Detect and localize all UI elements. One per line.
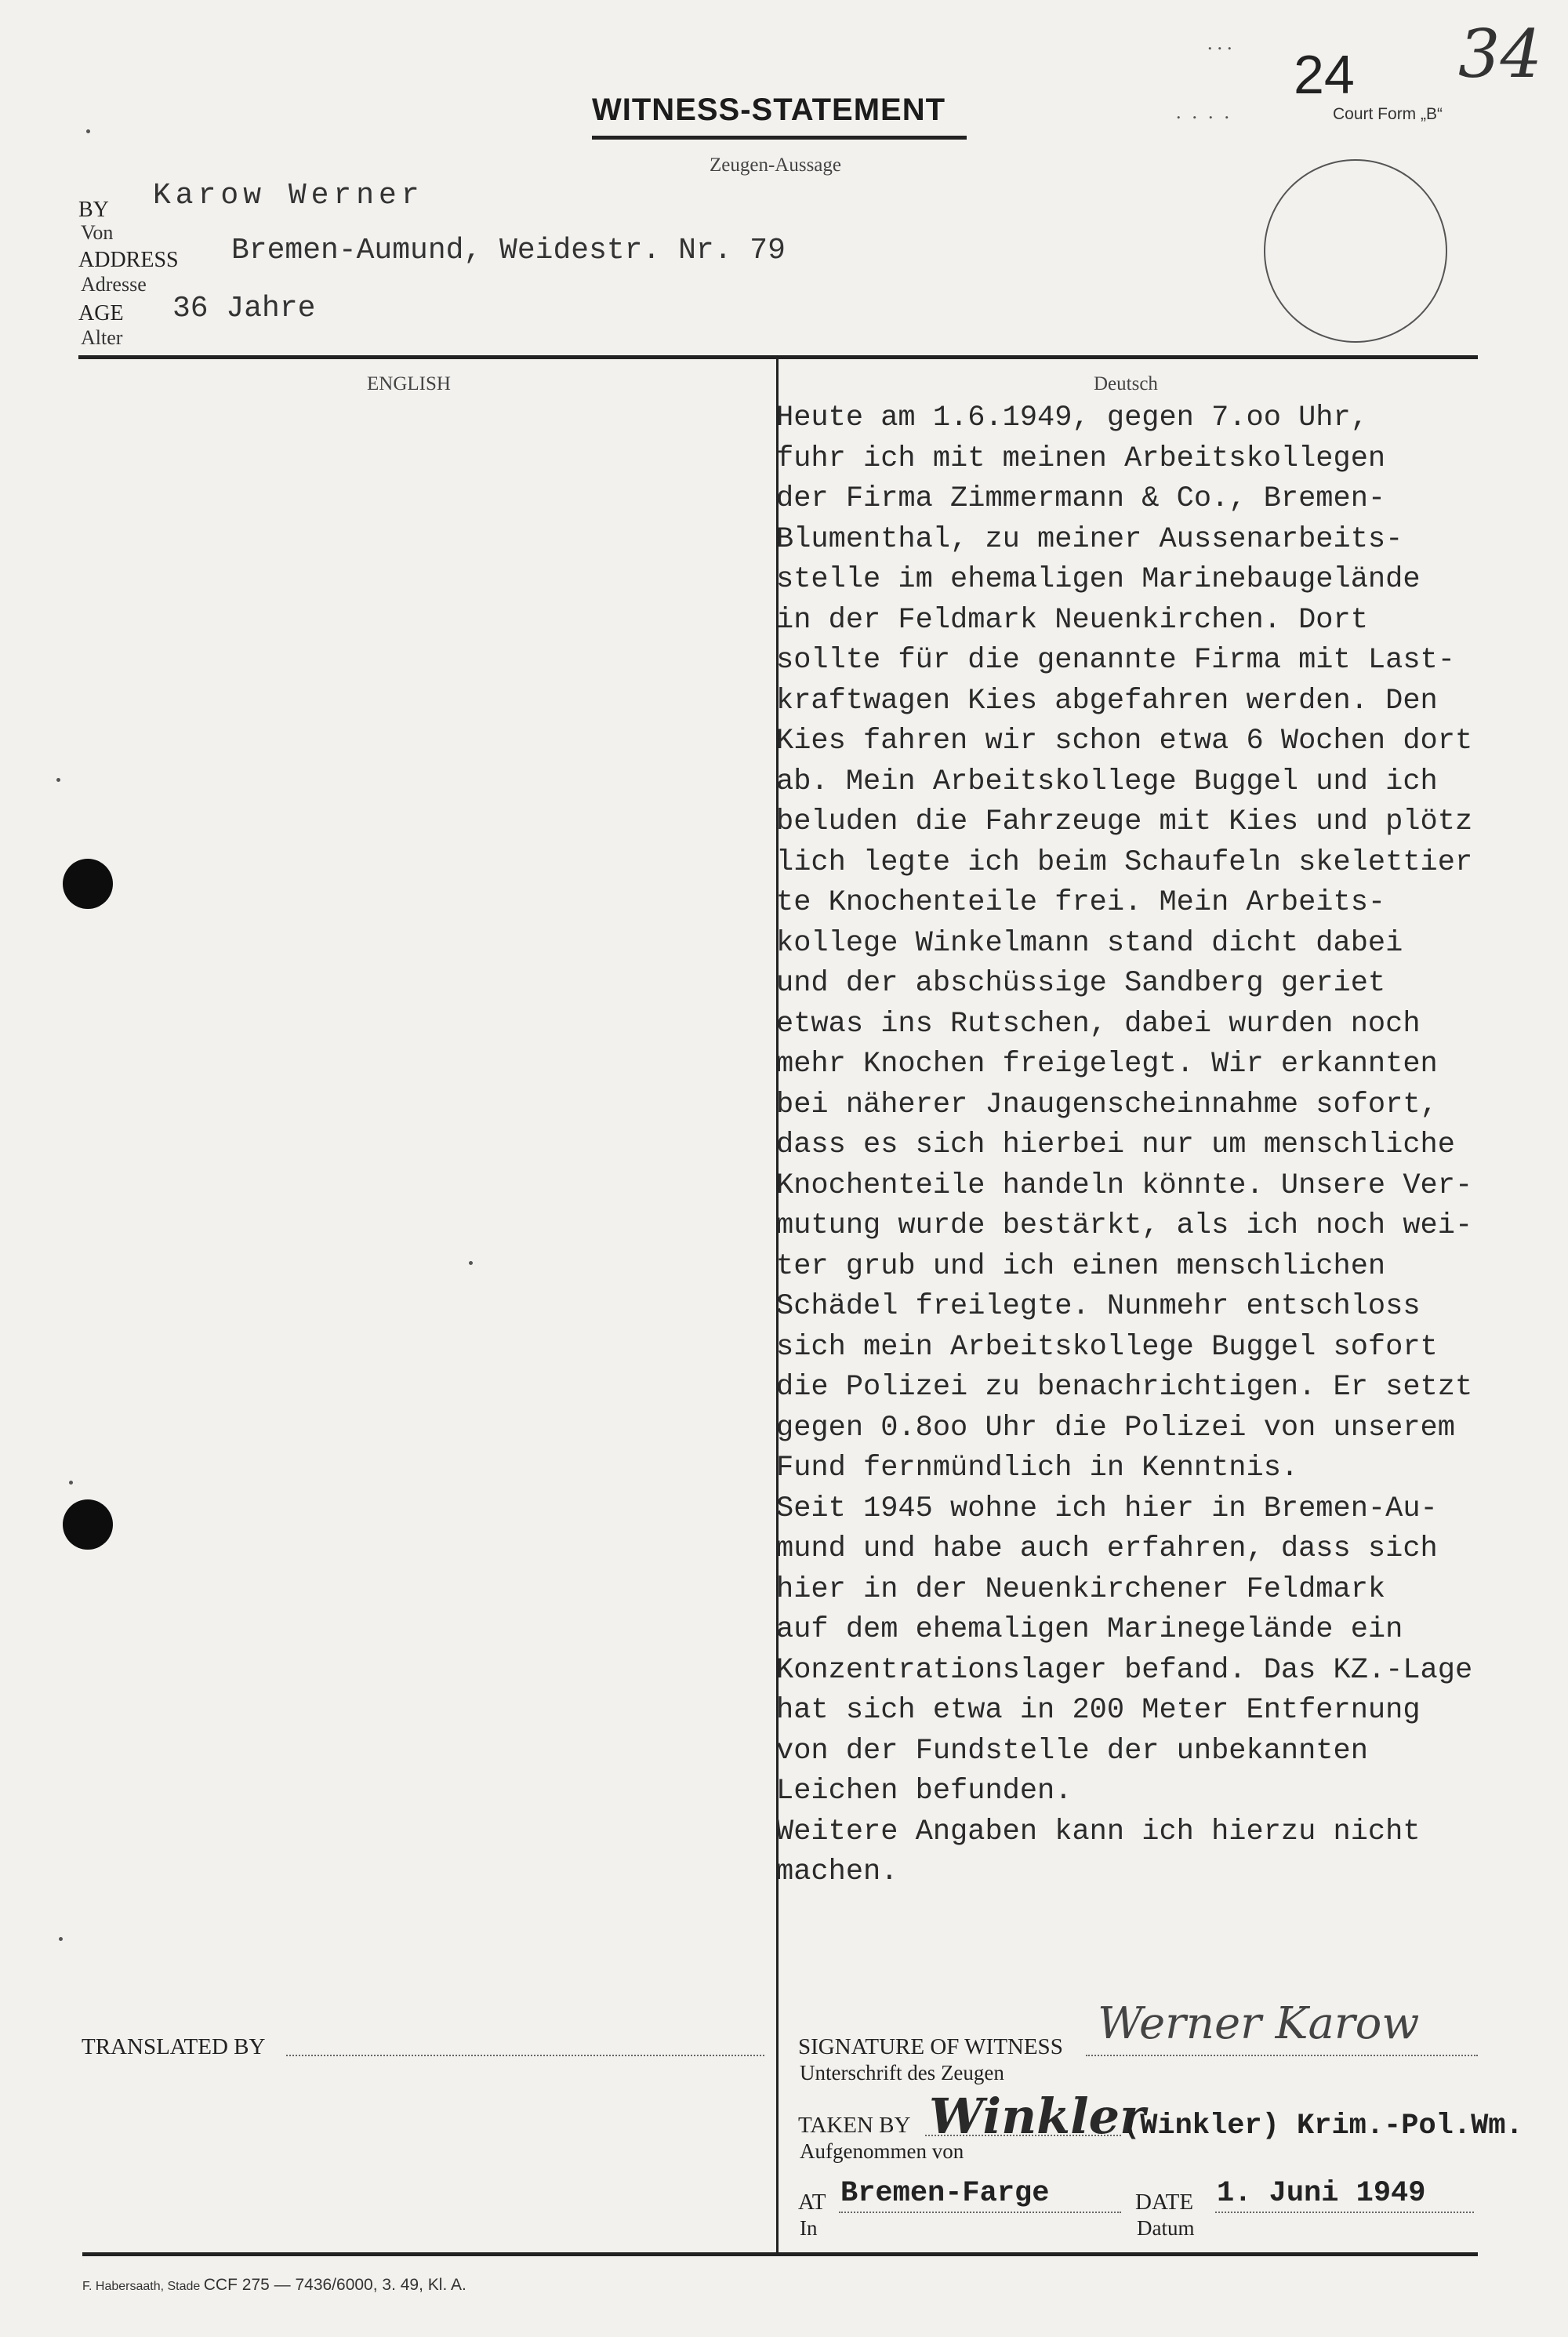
statement-line: von der Fundstelle der unbekannten [776, 1734, 1368, 1768]
statement-line: hat sich etwa in 200 Meter Entfernung [776, 1694, 1421, 1727]
statement-line: Leichen befunden. [776, 1775, 1073, 1808]
at-sublabel: In [800, 2216, 818, 2240]
statement-line: auf dem ehemaligen Marinegelände ein [776, 1613, 1403, 1646]
witness-name: Karow Werner [153, 179, 424, 213]
statement-line: bei näherer Jnaugenscheinnahme sofort, [776, 1088, 1438, 1121]
statement-line: kraftwagen Kies abgefahren werden. Den [776, 684, 1438, 718]
statement-line: stelle im ehemaligen Marinebaugelände [776, 563, 1421, 596]
statement-line: Blumenthal, zu meiner Aussenarbeits- [776, 522, 1403, 556]
date-value: 1. Juni 1949 [1217, 2177, 1426, 2210]
statement-line: kollege Winkelmann stand dicht dabei [776, 926, 1403, 960]
address-label: ADDRESS [78, 248, 179, 272]
dot-marks: .... [1176, 100, 1240, 123]
statement-line: Weitere Angaben kann ich hierzu nicht [776, 1815, 1421, 1848]
statement-line: Kies fahren wir schon etwa 6 Wochen dort [776, 725, 1473, 758]
signature-sublabel: Unterschrift des Zeugen [800, 2061, 1004, 2084]
age-label: AGE [78, 301, 124, 325]
print-footer [82, 2276, 466, 2295]
statement-line: der Firma Zimmermann & Co., Bremen- [776, 482, 1386, 515]
statement-line: mehr Knochen freigelegt. Wir erkannten [776, 1048, 1438, 1081]
court-form-label: Court Form „B“ [1333, 105, 1443, 123]
handwritten-page-number: 34 [1458, 16, 1542, 93]
statement-line: Konzentrationslager befand. Das KZ.-Lage [776, 1653, 1473, 1687]
statement-line: Fund fernmündlich in Kenntnis. [776, 1452, 1299, 1485]
punch-hole-lower [63, 1499, 113, 1550]
translated-by-line [286, 2055, 764, 2056]
paper-speck [69, 1481, 73, 1485]
statement-line: Heute am 1.6.1949, gegen 7.oo Uhr, [776, 402, 1368, 434]
by-sublabel: Von [81, 221, 114, 244]
taken-by-line [925, 2135, 1121, 2136]
form-code: CCF 275 — 7436/6000, 3. 49, Kl. A. [203, 2276, 466, 2294]
paper-speck [59, 1937, 63, 1941]
taken-by-signature: Winkler [929, 2088, 1145, 2145]
statement-line: gegen 0.8oo Uhr die Polizei von unserem [776, 1411, 1455, 1445]
statement-line: te Knochenteile frei. Mein Arbeits- [776, 886, 1386, 919]
witness-address: Bremen-Aumund, Weidestr. Nr. 79 [231, 234, 786, 267]
deutsch-column-header: Deutsch [1094, 373, 1158, 394]
statement-text [776, 398, 1566, 1893]
statement-line: sollte für die genannte Firma mit Last- [776, 644, 1455, 677]
statement-line: machen. [776, 1855, 898, 1888]
statement-line: Seit 1945 wohne ich hier in Bremen-Au- [776, 1492, 1438, 1525]
at-line [839, 2212, 1121, 2213]
bottom-rule [82, 2252, 1478, 2256]
statement-line: fuhr ich mit meinen Arbeitskollegen [776, 442, 1386, 475]
witness-signature: Werner Karow [1098, 1998, 1420, 2049]
statement-line: dass es sich hierbei nur um menschliche [776, 1129, 1455, 1161]
signature-label: SIGNATURE OF WITNESS [798, 2034, 1063, 2059]
statement-line: mutung wurde bestärkt, als ich noch wei- [776, 1209, 1473, 1242]
paper-speck [56, 778, 60, 782]
date-line [1215, 2212, 1474, 2213]
taken-by-value: (Winkler) Krim.-Pol.Wm. [1123, 2110, 1523, 2143]
punch-hole-upper [63, 859, 113, 909]
statement-line: lich legte ich beim Schaufeln skelettier [776, 845, 1473, 879]
english-column-header: ENGLISH [367, 373, 451, 394]
date-sublabel: Datum [1137, 2216, 1195, 2240]
seal-circle [1264, 159, 1447, 343]
statement-line: hier in der Neuenkirchener Feldmark [776, 1572, 1386, 1606]
age-sublabel: Alter [81, 326, 123, 349]
dot-marks: ... [1207, 31, 1237, 54]
paper-speck [86, 129, 90, 133]
paper-speck [469, 1261, 473, 1265]
at-value: Bremen-Farge [840, 2177, 1050, 2210]
statement-line: Knochenteile handeln könnte. Unsere Ver- [776, 1168, 1473, 1202]
statement-line: und der abschüssige Sandberg geriet [776, 967, 1386, 1000]
page-number: 24 [1294, 44, 1355, 105]
statement-line: ab. Mein Arbeitskollege Buggel und ich [776, 765, 1438, 798]
taken-by-sublabel: Aufgenommen von [800, 2139, 964, 2163]
address-sublabel: Adresse [81, 273, 147, 296]
witness-age: 36 Jahre [172, 292, 316, 325]
statement-line: mund und habe auch erfahren, dass sich [776, 1532, 1438, 1565]
at-label: AT [798, 2190, 826, 2215]
signature-line [1086, 2055, 1478, 2056]
statement-line: etwas ins Rutschen, dabei wurden noch [776, 1007, 1421, 1041]
document-title: WITNESS-STATEMENT [592, 93, 946, 127]
by-label: BY [78, 198, 109, 222]
statement-line: sich mein Arbeitskollege Buggel sofort [776, 1330, 1438, 1364]
statement-line: ter grub und ich einen menschlichen [776, 1249, 1386, 1283]
printer-name: F. Habersaath, Stade [82, 2280, 201, 2293]
title-underline [592, 136, 967, 140]
document-subtitle: Zeugen-Aussage [710, 154, 841, 176]
statement-line: Schädel freilegte. Nunmehr entschloss [776, 1290, 1421, 1323]
translated-by-label: TRANSLATED BY [82, 2034, 266, 2059]
taken-by-label: TAKEN BY [798, 2113, 911, 2138]
statement-line: beluden die Fahrzeuge mit Kies und plötz [776, 805, 1473, 838]
statement-line: die Polizei zu benachrichtigen. Er setzt [776, 1371, 1473, 1404]
date-label: DATE [1135, 2190, 1194, 2215]
statement-line: in der Feldmark Neuenkirchen. Dort [776, 603, 1368, 637]
